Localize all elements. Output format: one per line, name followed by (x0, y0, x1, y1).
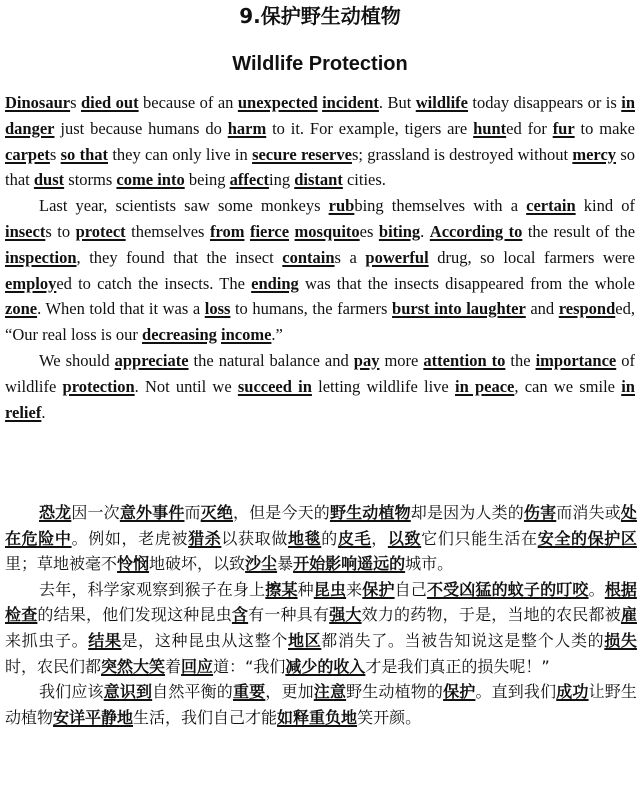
text-segment: today disappears or is (468, 93, 622, 112)
text-segment: the result of the (522, 221, 636, 241)
text-segment: 暴 (277, 554, 294, 574)
text-segment: to humans, the farmers (230, 299, 393, 319)
vocab-keyword: 保护 (362, 579, 395, 599)
vocab-keyword: 雇 (620, 605, 637, 625)
text-segment: 是，这种昆虫从这整个 (121, 630, 288, 650)
vocab-keyword: in danger (5, 93, 635, 138)
text-segment: and (525, 299, 559, 319)
text-segment: kind of (575, 196, 635, 216)
vocab-keyword: harm (227, 118, 267, 138)
text-segment: storms (64, 170, 117, 190)
text-segment: , can we smile (514, 376, 622, 396)
vocab-keyword: 安详平静地 (53, 707, 134, 727)
vocab-keyword: 重要 (232, 682, 266, 702)
text-segment: ed, “Our real loss is our (5, 299, 635, 345)
text-segment: . (41, 402, 46, 422)
text-segment: ing (269, 170, 295, 190)
vocab-keyword: 地毯 (287, 528, 322, 548)
text-segment: 野生动植物的 (346, 682, 444, 702)
vocab-keyword: ending (251, 273, 299, 293)
text-segment: s (70, 93, 81, 112)
vocab-keyword: 如释重负地 (277, 707, 358, 727)
vocab-keyword: 不受凶猛的蚊子的叮咬 (426, 579, 589, 599)
text-segment: was that the insects disappeared from the whole (298, 273, 635, 293)
vocab-keyword: According to (429, 221, 523, 241)
text-segment: because of an (138, 93, 238, 112)
vocab-keyword: hunt (473, 118, 507, 138)
vocab-keyword: 含 (231, 605, 249, 625)
text-segment: 去年，科学家观察到猴子在身上 (39, 579, 266, 599)
english-paragraph-3 (5, 348, 635, 425)
vocab-keyword: dust (33, 170, 65, 190)
vocab-keyword: respond (558, 299, 616, 319)
text-segment: the (505, 350, 536, 370)
vocab-keyword: income (221, 325, 272, 345)
vocab-keyword: Dinosaur (5, 93, 71, 112)
text-segment: . When told that it was a (37, 299, 205, 319)
text-segment: Last year, scientists saw some monkeys (39, 196, 329, 216)
text-segment: es (359, 221, 379, 241)
vocab-keyword: decreasing (142, 325, 217, 345)
vocab-keyword: 灭绝 (200, 503, 233, 522)
vocab-keyword: 沙尘 (245, 554, 278, 574)
vocab-keyword: 意识到 (103, 682, 153, 702)
vocab-keyword: mercy (572, 144, 617, 164)
vocab-keyword: 突然大笑 (101, 656, 166, 676)
text-segment: .” (271, 325, 283, 345)
vocab-keyword: 意外事件 (119, 503, 185, 522)
vocab-keyword: succeed in (237, 376, 312, 396)
text-segment: 让野生动植物 (5, 682, 637, 727)
vocab-keyword: from (209, 221, 245, 241)
text-segment: 笑开颜。 (357, 707, 422, 727)
text-segment: 我们应该 (39, 682, 104, 702)
text-segment: 城市。 (405, 554, 454, 574)
text-segment: ，更加 (265, 682, 314, 702)
english-paragraph-1 (5, 90, 635, 193)
text-segment: 里；草地被毫不 (5, 554, 118, 574)
english-paragraph-2 (5, 193, 635, 348)
chinese-paragraph-3 (5, 679, 637, 730)
vocab-keyword: fur (552, 118, 575, 138)
vocab-keyword: inspection (5, 247, 77, 267)
vocab-keyword: 安全的保护区 (537, 528, 637, 548)
vocab-keyword: mosquito (294, 221, 360, 241)
vocab-keyword: attention to (423, 350, 506, 370)
text-segment: 自己 (394, 579, 427, 599)
text-segment: 。例如，老虎被 (71, 528, 189, 548)
vocab-keyword: 怜悯 (117, 554, 150, 574)
vocab-keyword: 根据检查 (5, 579, 637, 625)
vocab-keyword: 野生动植物 (329, 503, 411, 522)
vocab-keyword: protect (75, 221, 126, 241)
vocab-keyword: 处在危险中 (5, 503, 637, 548)
chinese-title: 9.保护野生动植物 (239, 4, 401, 28)
vocab-keyword: zone (5, 299, 38, 319)
vocab-keyword: certain (526, 196, 576, 216)
vocab-keyword: died out (80, 93, 139, 112)
vocab-keyword: incident (322, 93, 379, 112)
text-segment: 效力的药物，于是，当地的农民都被 (361, 605, 621, 625)
text-segment: bing themselves with a (354, 196, 527, 216)
vocab-keyword: fierce (249, 221, 290, 241)
vocab-keyword: protection (62, 376, 135, 396)
text-segment: of wildlife (5, 350, 635, 396)
text-segment: they can only live in (108, 144, 253, 164)
vocab-keyword: in peace (454, 376, 515, 396)
text-segment: 以获取做 (221, 528, 288, 548)
vocab-keyword: importance (535, 350, 617, 370)
vocab-keyword: 注意 (313, 682, 347, 702)
text-segment: 自然平衡的 (152, 682, 233, 702)
vocab-keyword: carpet (5, 144, 50, 164)
vocab-keyword: biting (378, 221, 421, 241)
text-segment: cities. (342, 170, 386, 190)
text-segment: 来抓虫子。 (5, 630, 89, 650)
text-segment: 时，农民们都 (5, 656, 102, 676)
text-segment: 道：“我们 (213, 656, 286, 676)
vocab-keyword: distant (294, 170, 343, 190)
text-segment: ，但是今天的 (232, 503, 330, 522)
vocab-keyword: 减少的收入 (285, 656, 366, 676)
vocab-keyword: employ (5, 273, 57, 293)
vocab-keyword: 强大 (329, 605, 362, 625)
text-segment: . (420, 221, 430, 241)
text-segment: 而 (184, 503, 201, 522)
vocab-keyword: 开始影响遥远的 (293, 554, 406, 574)
chinese-paragraph-2 (5, 577, 637, 679)
vocab-keyword: 恐龙 (39, 503, 72, 522)
text-segment: so that (5, 144, 636, 190)
vocab-keyword: so that (60, 144, 109, 164)
vocab-keyword: burst into laughter (392, 299, 526, 319)
text-segment: being (184, 170, 230, 190)
text-segment: 都消失了。当被告知说这是整个人类的 (321, 630, 605, 650)
vocab-keyword: 皮毛 (337, 528, 372, 548)
vocab-keyword: appreciate (114, 350, 189, 370)
vocab-keyword: 成功 (556, 682, 589, 702)
text-segment: 有一种具有 (248, 605, 330, 625)
vocab-keyword: 擦某 (265, 579, 298, 599)
text-segment: ed to catch the insects. The (56, 273, 252, 293)
text-segment: 而消失或 (556, 503, 621, 522)
vocab-keyword: 回应 (181, 656, 214, 676)
text-segment: 。直到我们 (475, 682, 557, 702)
vocab-keyword: 结果 (88, 630, 122, 650)
vocab-keyword: powerful (365, 247, 429, 267)
text-segment: 因一次 (71, 503, 120, 522)
vocab-keyword: unexpected (237, 93, 318, 112)
vocab-keyword: 损失 (604, 630, 637, 650)
chinese-passage (5, 500, 637, 730)
vocab-keyword: rub (328, 196, 355, 216)
text-segment: 生活，我们自己才能 (133, 707, 278, 727)
vocab-keyword: secure reserve (252, 144, 352, 164)
text-segment: letting wildlife live (311, 376, 455, 396)
text-segment: the natural balance and (188, 350, 354, 370)
text-segment: s to (45, 221, 76, 241)
text-segment: 种 (297, 579, 314, 599)
text-segment: 它们只能生活在 (421, 528, 538, 548)
vocab-keyword: 以致 (387, 528, 422, 548)
text-segment: s a (334, 247, 366, 267)
text-segment: 的 (321, 528, 338, 548)
vocab-keyword: wildlife (415, 93, 468, 112)
text-segment: 地破坏，以致 (149, 554, 246, 574)
text-segment: We should (39, 350, 115, 370)
vocab-keyword: insect (5, 221, 46, 241)
text-segment: 却是因为人类的 (410, 503, 524, 522)
text-segment: . Not until we (134, 376, 238, 396)
vocab-keyword: 地区 (288, 630, 322, 650)
text-segment: themselves (125, 221, 210, 241)
vocab-keyword: 猎杀 (188, 528, 222, 548)
text-segment: 。 (588, 579, 605, 599)
text-segment: drug, so local farmers were (428, 247, 635, 267)
english-title: Wildlife Protection (232, 53, 408, 75)
vocab-keyword: pay (353, 350, 380, 370)
vocab-keyword: 伤害 (523, 503, 557, 522)
vocab-keyword: 昆虫 (313, 579, 347, 599)
vocab-keyword: affect (229, 170, 270, 190)
vocab-keyword: 保护 (443, 682, 476, 702)
text-segment: . But (378, 93, 416, 112)
text-segment: ed for (506, 118, 553, 138)
english-passage (5, 90, 635, 425)
vocab-keyword: contain (282, 247, 335, 267)
text-segment: to make (574, 118, 635, 138)
text-segment: s (49, 144, 61, 164)
chinese-paragraph-1 (5, 500, 637, 577)
vocab-keyword: in relief (5, 376, 635, 422)
text-segment: just because humans do (54, 118, 228, 138)
text-segment: 着 (165, 656, 182, 676)
vocab-keyword: come into (116, 170, 185, 190)
text-segment: ， (371, 528, 388, 548)
text-segment: 才是我们真正的损失呢！” (365, 656, 550, 676)
text-segment: 的结果，他们发现这种昆虫 (37, 605, 232, 625)
text-segment: s; grassland is destroyed without (351, 144, 573, 164)
text-segment: , they found that the insect (76, 247, 283, 267)
text-segment: 来 (346, 579, 363, 599)
vocab-keyword: loss (204, 299, 231, 319)
text-segment: more (379, 350, 424, 370)
text-segment: to it. For example, tigers are (266, 118, 474, 138)
